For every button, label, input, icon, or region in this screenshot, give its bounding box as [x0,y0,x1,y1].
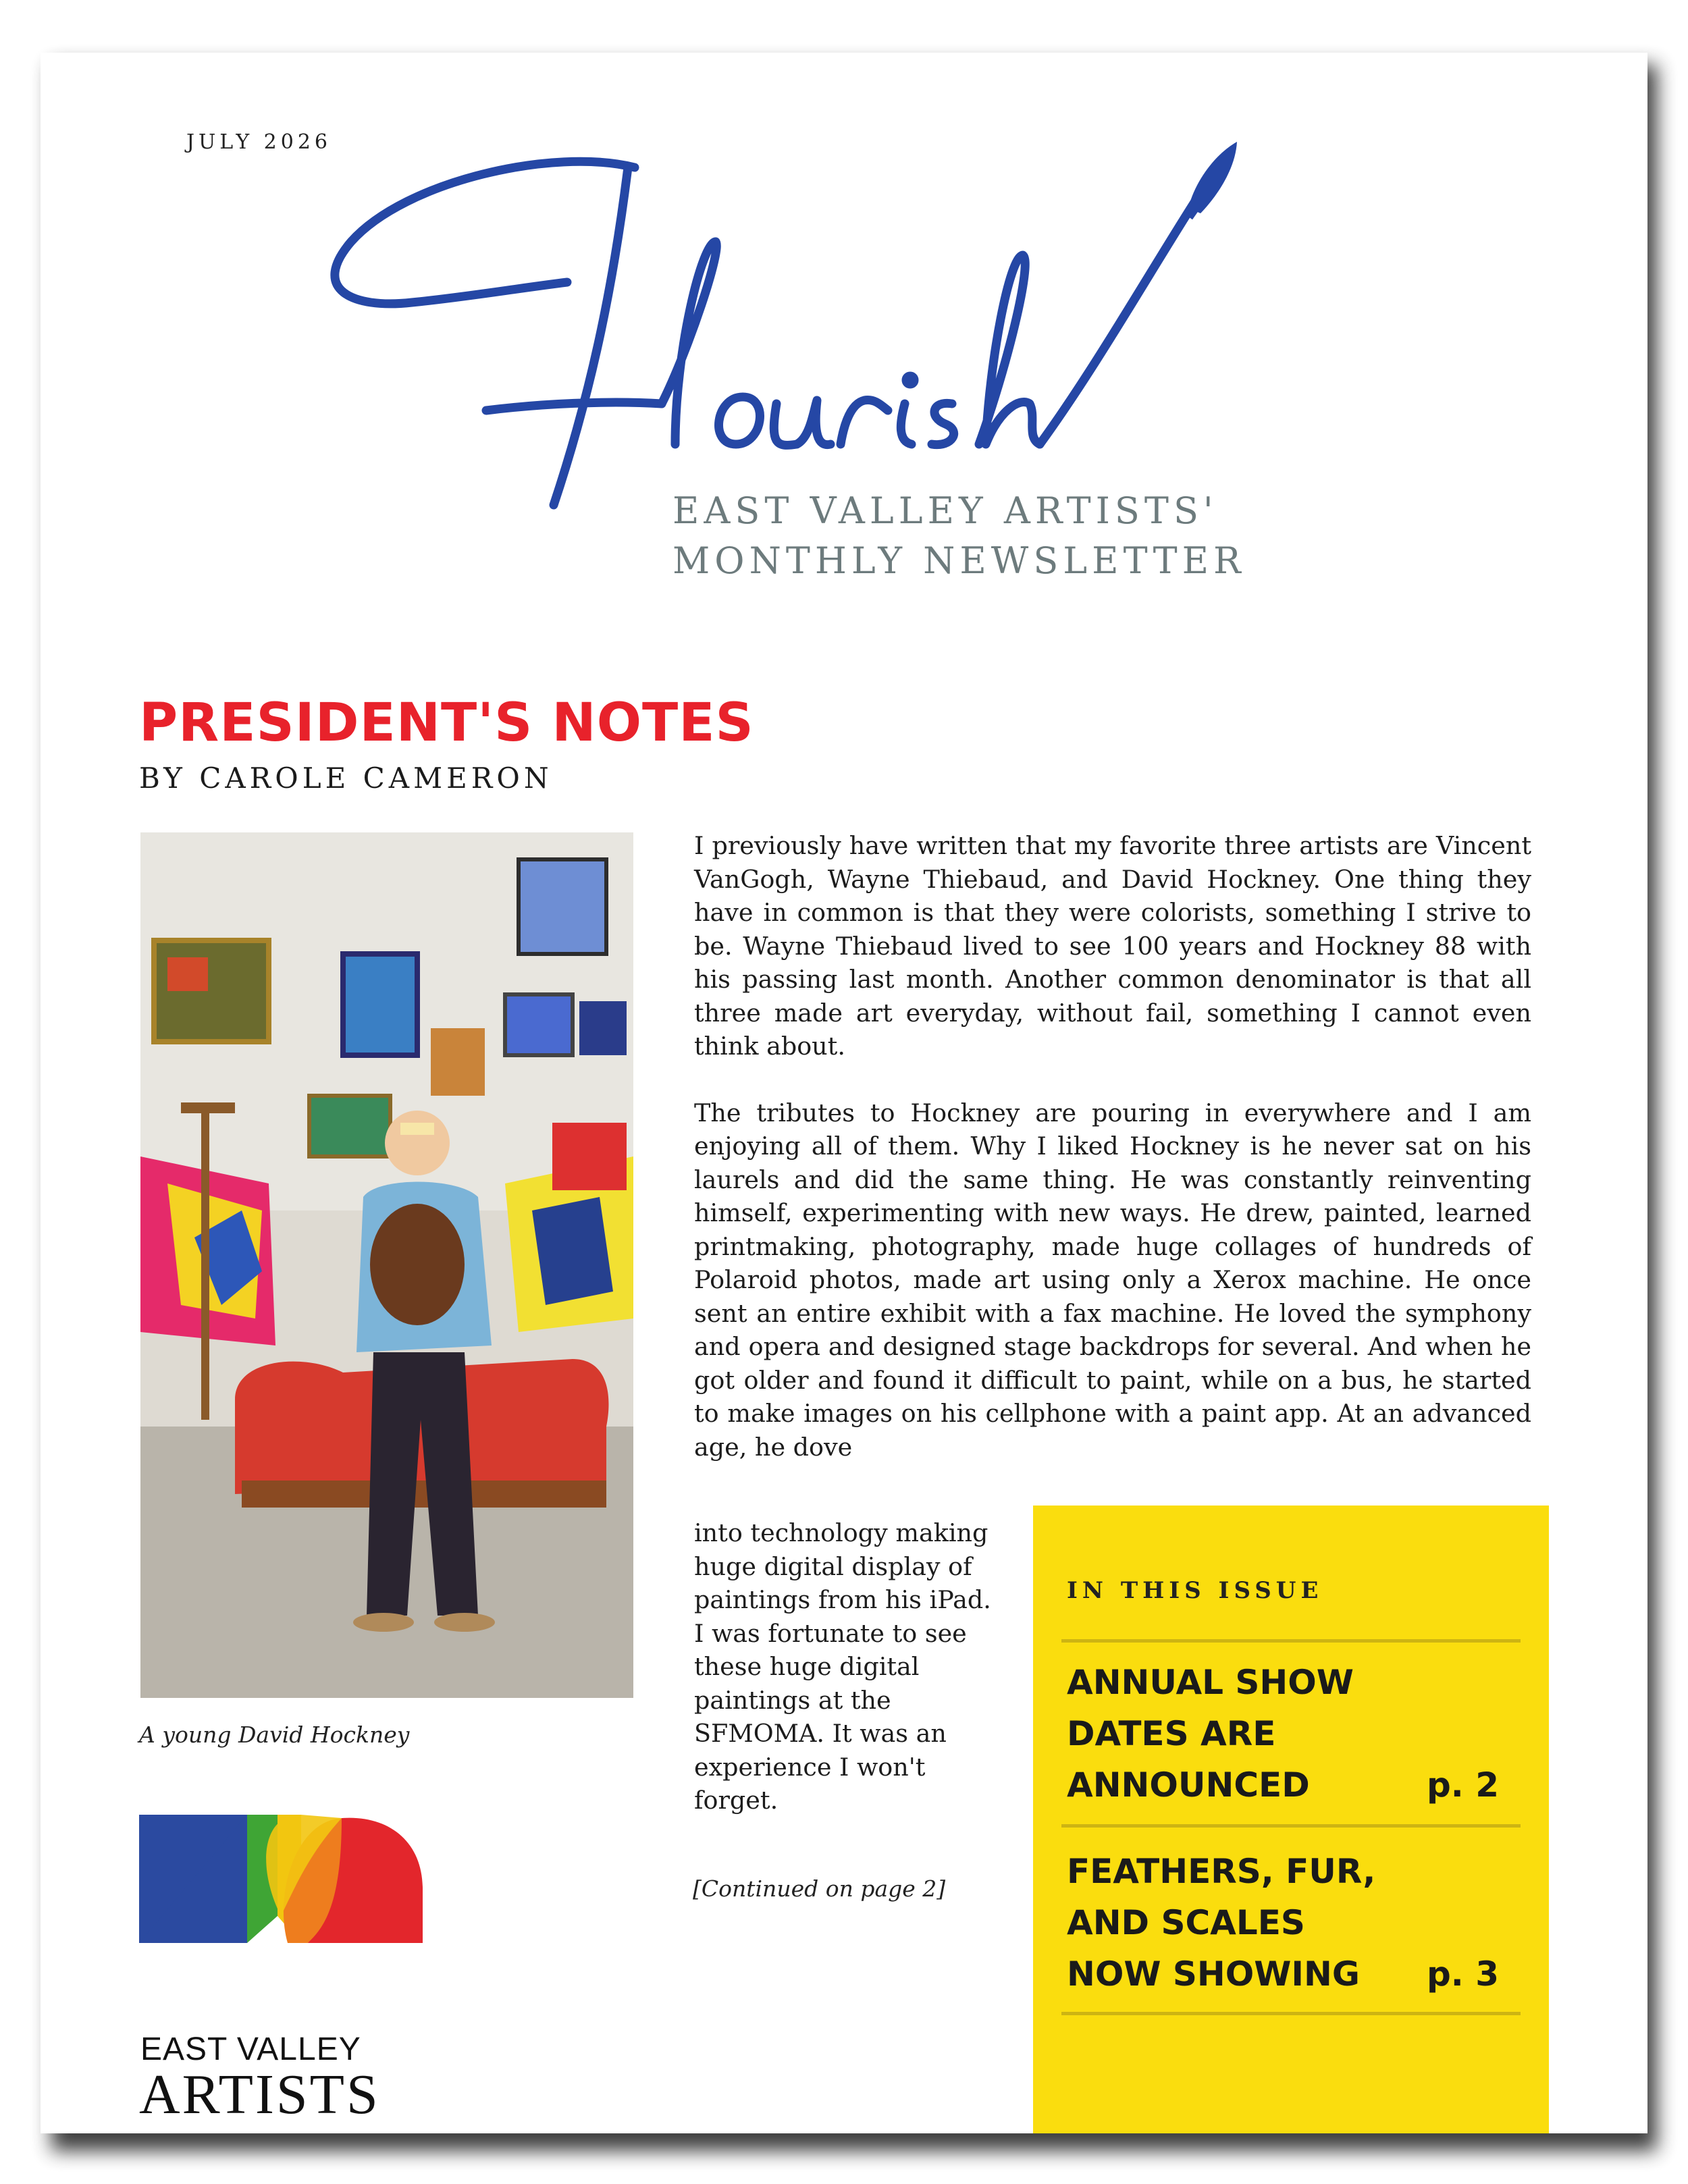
article-photo [140,832,633,1698]
article-paragraph-1: I previously have written that my favorite three artists are Vincent VanGogh, Wayne Thiebaud, and David Hockney. One thing they have in common is that they were colorists, something I strive to be. Wayne Thiebaud lived to see 100 years and Hockney 88 with his passing last month. Another common denominator is that all three made art everyday, without fail, something I cannot even think about. [694,831,1531,1061]
subtitle-line-2: MONTHLY NEWSLETTER [672,539,1246,582]
sidebar-divider [1061,2012,1521,2015]
article-paragraph-2: The tributes to Hockney are pouring in everywhere and I am enjoying all of them. Why I liked Hockney is he never sat on his laurels and did the same thing. He was constantly reinventing himself, experimenting with new ways. He drew, painted, learned printmaking, photography, made huge collages of hundreds of Polaroid photos, made art using only a Xerox machine. He once sent an entire exhibit with a fax machine. He loved the symphony and opera and designed stage backdrops for several. And when he got older and found it difficult to paint, while on a bus, he started to make images on his cellphone with a paint app. At an advanced age, he dove [694,1098,1531,1462]
sidebar-divider [1061,1639,1521,1643]
logo-text-line-1: EAST VALLEY [140,2031,361,2067]
toc-item-page: p. 3 [1427,1954,1499,1994]
masthead-subtitle [672,486,1246,586]
east-valley-artists-logo [139,1815,423,2031]
photo-caption: A young David Hockney [139,1722,410,1748]
section-title: PRESIDENT'S NOTES [139,693,754,753]
toc-item-page: p. 2 [1427,1765,1499,1805]
sidebar-heading: IN THIS ISSUE [1067,1577,1323,1604]
toc-item-annual-show[interactable] [1067,1657,1499,1811]
issue-date: JULY 2026 [186,130,332,154]
newsletter-page [41,53,1647,2133]
continued-note: [Continued on page 2] [693,1875,946,1902]
in-this-issue-sidebar [1033,1506,1549,2133]
logo-text-line-2: ARTISTS [139,2063,380,2126]
article-body [694,829,1531,1497]
toc-item-title: ANNUAL SHOW DATES ARE ANNOUNCED [1067,1663,1354,1805]
sidebar-divider [1061,1824,1521,1828]
toc-item-title: FEATHERS, FUR, AND SCALES NOW SHOWING [1067,1852,1376,1994]
byline: BY CAROLE CAMERON [139,762,553,795]
subtitle-line-1: EAST VALLEY ARTISTS' [672,489,1218,532]
toc-item-feathers-fur-scales[interactable] [1067,1846,1499,2000]
article-paragraph-2-continued: into technology making huge digital display of paintings from his iPad. I was fortunate to see these huge digital paintings at the SFMOMA. It was an experience I won't forget. [694,1518,991,1815]
